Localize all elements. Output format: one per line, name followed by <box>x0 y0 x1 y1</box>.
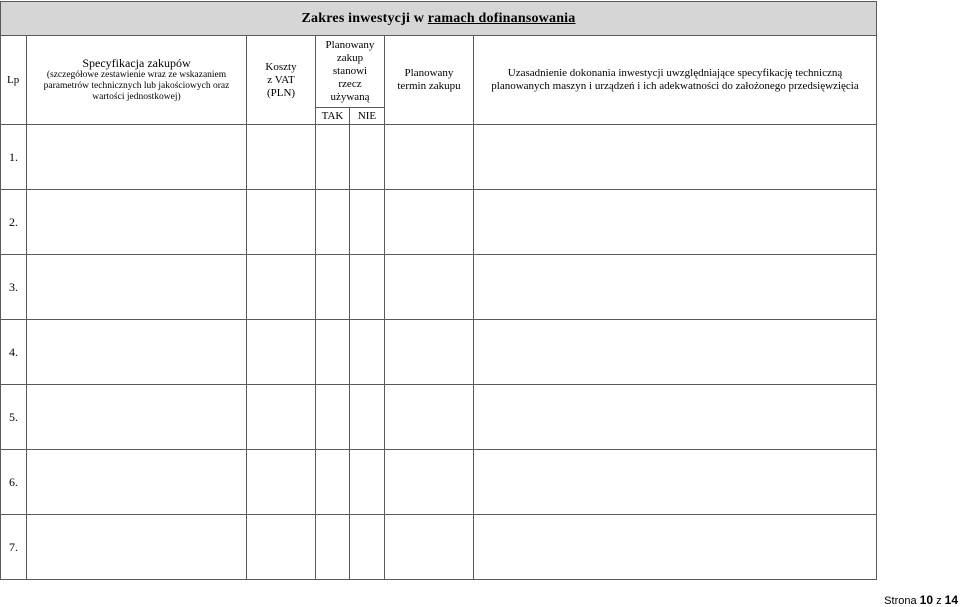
cell-spec[interactable] <box>27 385 247 450</box>
cell-justification[interactable] <box>474 125 877 190</box>
cell-nie[interactable] <box>350 255 385 320</box>
cell-date[interactable] <box>385 450 474 515</box>
row-number: 3. <box>1 255 27 320</box>
cell-cost[interactable] <box>247 515 316 580</box>
header-justification: Uzasadnienie dokonania inwestycji uwzględniające specyfikację techniczną planowanych maszyn i urządzeń i ich adekwatności do założonego przedsięwzięcia <box>474 36 877 125</box>
cell-justification[interactable] <box>474 320 877 385</box>
spec-title: Specyfikacja zakupów <box>82 56 191 70</box>
cell-cost[interactable] <box>247 255 316 320</box>
cell-nie[interactable] <box>350 450 385 515</box>
cell-tak[interactable] <box>316 450 350 515</box>
header-nie: NIE <box>350 108 385 125</box>
header-used-item: Planowany zakup stanowi rzecz używaną <box>316 36 385 108</box>
header-lp: Lp <box>1 36 27 125</box>
footer-strona: Strona <box>884 595 917 607</box>
cell-date[interactable] <box>385 320 474 385</box>
spec-subtitle: (szczegółowe zestawienie wraz ze wskazaniem parametrów technicznych lub jakościowych oraz wartości jednostkowej) <box>43 70 230 102</box>
cell-cost[interactable] <box>247 450 316 515</box>
costs-line-1: Koszty <box>265 60 297 73</box>
cell-spec[interactable] <box>27 255 247 320</box>
cell-date[interactable] <box>385 125 474 190</box>
cell-justification[interactable] <box>474 385 877 450</box>
row-number: 5. <box>1 385 27 450</box>
cell-nie[interactable] <box>350 125 385 190</box>
row-number: 2. <box>1 190 27 255</box>
header-specification <box>27 36 247 125</box>
cell-nie[interactable] <box>350 515 385 580</box>
cell-tak[interactable] <box>316 385 350 450</box>
row-number: 4. <box>1 320 27 385</box>
header-tak: TAK <box>316 108 350 125</box>
cell-date[interactable] <box>385 515 474 580</box>
cell-cost[interactable] <box>247 320 316 385</box>
cell-justification[interactable] <box>474 190 877 255</box>
cell-tak[interactable] <box>316 515 350 580</box>
table-title <box>1 2 877 36</box>
row-number: 7. <box>1 515 27 580</box>
cell-tak[interactable] <box>316 190 350 255</box>
page-footer <box>884 593 958 607</box>
cell-spec[interactable] <box>27 125 247 190</box>
cell-date[interactable] <box>385 255 474 320</box>
title-underlined: ramach dofinansowania <box>427 10 576 26</box>
cell-nie[interactable] <box>350 190 385 255</box>
cell-justification[interactable] <box>474 450 877 515</box>
cell-justification[interactable] <box>474 515 877 580</box>
header-costs <box>247 36 316 125</box>
cell-tak[interactable] <box>316 125 350 190</box>
footer-z: z <box>936 595 942 607</box>
row-number: 6. <box>1 450 27 515</box>
cell-date[interactable] <box>385 190 474 255</box>
row-number: 1. <box>1 125 27 190</box>
investment-table <box>0 1 877 580</box>
cell-cost[interactable] <box>247 385 316 450</box>
cell-spec[interactable] <box>27 515 247 580</box>
costs-line-3: (PLN) <box>266 86 296 99</box>
cell-cost[interactable] <box>247 125 316 190</box>
cell-tak[interactable] <box>316 320 350 385</box>
footer-page-number: 10 <box>919 593 934 607</box>
cell-tak[interactable] <box>316 255 350 320</box>
cell-date[interactable] <box>385 385 474 450</box>
cell-nie[interactable] <box>350 320 385 385</box>
cell-spec[interactable] <box>27 190 247 255</box>
cell-cost[interactable] <box>247 190 316 255</box>
cell-spec[interactable] <box>27 320 247 385</box>
title-prefix: Zakres inwestycji w <box>301 10 428 26</box>
cell-justification[interactable] <box>474 255 877 320</box>
costs-line-2: z VAT <box>267 73 295 86</box>
cell-spec[interactable] <box>27 450 247 515</box>
header-purchase-date: Planowany termin zakupu <box>385 36 474 125</box>
cell-nie[interactable] <box>350 385 385 450</box>
footer-total-pages: 14 <box>944 593 958 607</box>
